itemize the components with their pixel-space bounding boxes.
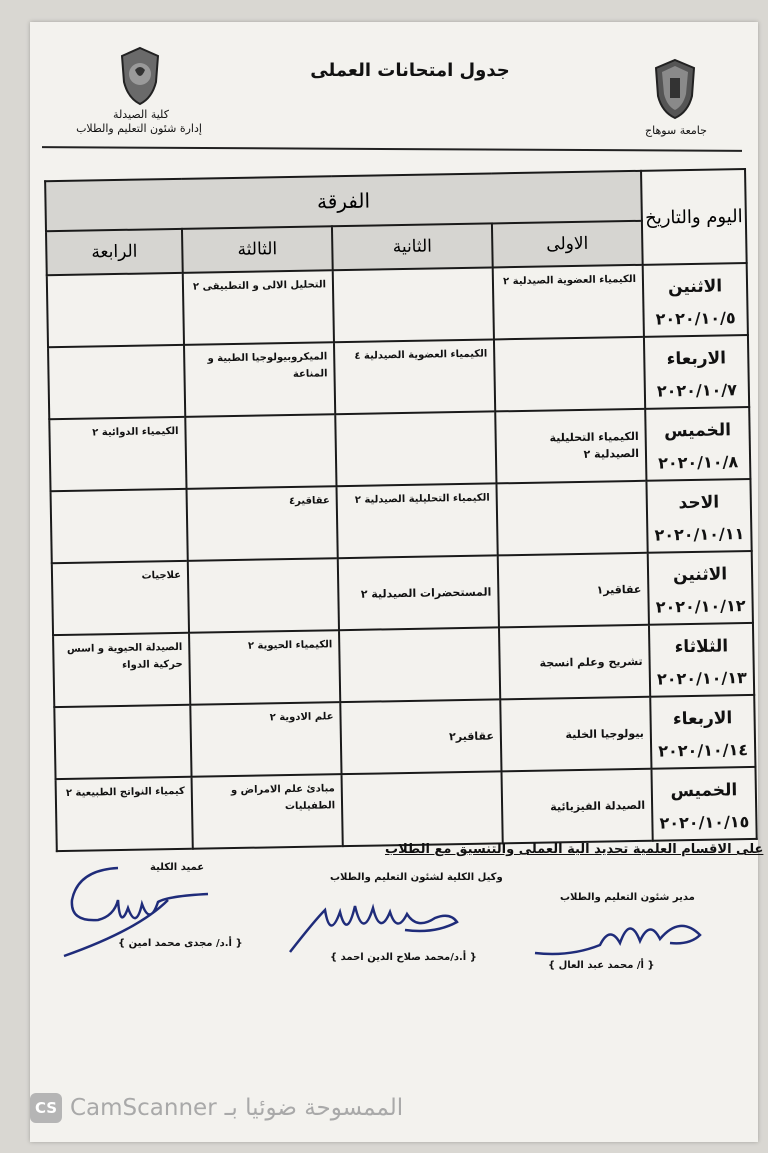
table-row [49,407,750,491]
exam-cell [339,627,500,702]
page-title: جدول امتحانات العملى [310,60,510,81]
day-cell: الخميس ٢٠٢٠/١٠/١٥ [652,767,757,841]
exam-cell: المستحضرات الصيدلية ٢ [338,555,499,630]
exam-schedule-table [44,168,758,852]
watermark-text: CamScanner [70,1095,217,1121]
watermark-arabic-text: الممسوحة ضوئيا بـ [224,1095,404,1121]
day-cell: الاثنين ٢٠٢٠/١٠/٥ [643,263,748,337]
signature-name-director: { أ/ محمد عبد العال } [548,960,655,971]
exam-cell: كيمياء النواتج الطبيعية ٢ [56,777,193,851]
exam-cell [48,345,185,419]
signature-director-icon [530,905,720,965]
instruction-note: على الاقسام العلمية تحديد الية العملى والتنسيق مع الطلاب [385,842,764,857]
exam-cell [47,273,184,347]
day-cell: الاربعاء ٢٠٢٠/١٠/٧ [644,335,749,409]
exam-cell: تشريح وعلم انسجة [499,625,650,700]
department-name: إدارة شئون التعليم والطلاب [76,122,202,135]
camscanner-logo-icon: CS [30,1093,62,1123]
exam-cell: الكيمياء الدوائية ٢ [49,417,186,491]
exam-cell [335,411,496,486]
sohag-university-logo-icon [652,58,698,120]
table-row [47,263,748,347]
day-cell: الثلاثاء ٢٠٢٠/١٠/١٣ [649,623,754,697]
year-header: الفرقة [45,171,642,231]
table-row [48,335,749,419]
col-first: الاولى [492,221,643,268]
exam-cell [342,771,503,846]
exam-cell: علاجيات [52,561,189,635]
faculty-name: كلية الصيدلة [113,108,169,121]
table-row [53,623,754,707]
exam-cell: الكيمياء التحليلية الصيدلية ٢ [495,409,646,484]
exam-cell: الكيمياء العضوية الصيدلية ٢ [493,265,644,340]
exam-cell [185,414,336,489]
exam-cell [494,337,645,412]
col-second: الثانية [332,223,493,270]
signature-name-vice-dean: { أ.د/محمد صلاح الدين احمد } [330,952,477,963]
signature-vice-dean-icon [285,890,465,960]
day-date-header: اليوم والتاريخ [641,169,747,265]
day-cell: الاثنين ٢٠٢٠/١٠/١٢ [648,551,753,625]
col-fourth: الرابعة [46,229,183,275]
exam-cell: بيولوجيا الخلية [500,697,651,772]
exam-cell [54,705,191,779]
exam-cell: الصيدلة الفيزيائية [502,769,653,844]
day-cell: الخميس ٢٠٢٠/١٠/٨ [645,407,750,481]
signature-title-director: مدير شئون التعليم والطلاب [560,892,695,903]
col-third: الثالثة [182,226,333,273]
exam-cell: عقاقير١ [498,553,649,628]
exam-cell: التحليل الالى و التطبيقى ٢ [183,270,334,345]
exam-cell: الكيمياء العضوية الصيدلية ٤ [334,339,495,414]
exam-cell: الكيمياء التحليلية الصيدلية ٢ [337,483,498,558]
day-cell: الاحد ٢٠٢٠/١٠/١١ [646,479,751,553]
camscanner-watermark [30,1090,450,1126]
exam-cell: مبادئ علم الامراض و الطفيليات [192,774,343,849]
exam-cell [188,558,339,633]
university-name: جامعة سوهاج [645,124,707,137]
exam-cell [51,489,188,563]
table-row [51,479,752,563]
exam-cell: عقاقير٢ [340,699,501,774]
pharmacy-faculty-logo-icon [118,46,162,106]
exam-cell [496,481,647,556]
signature-title-dean: عميد الكلية [150,862,205,873]
table-row [52,551,753,635]
day-cell: الاربعاء ٢٠٢٠/١٠/١٤ [650,695,755,769]
signature-name-dean: { أ.د/ مجدى محمد امين } [118,938,243,949]
signature-title-vice-dean: وكيل الكلية لشئون التعليم والطلاب [330,872,503,883]
exam-cell: عقاقير٤ [187,486,338,561]
table-row [54,695,755,779]
exam-cell: علم الادوية ٢ [190,702,341,777]
exam-cell: الميكروبيولوجيا الطبية و المناعة [184,342,335,417]
exam-cell: الكيمياء الحيوية ٢ [189,630,340,705]
table-row [56,767,757,851]
exam-cell [333,267,494,342]
exam-cell: الصيدلة الحيوية و اسس حركية الدواء [53,633,190,707]
